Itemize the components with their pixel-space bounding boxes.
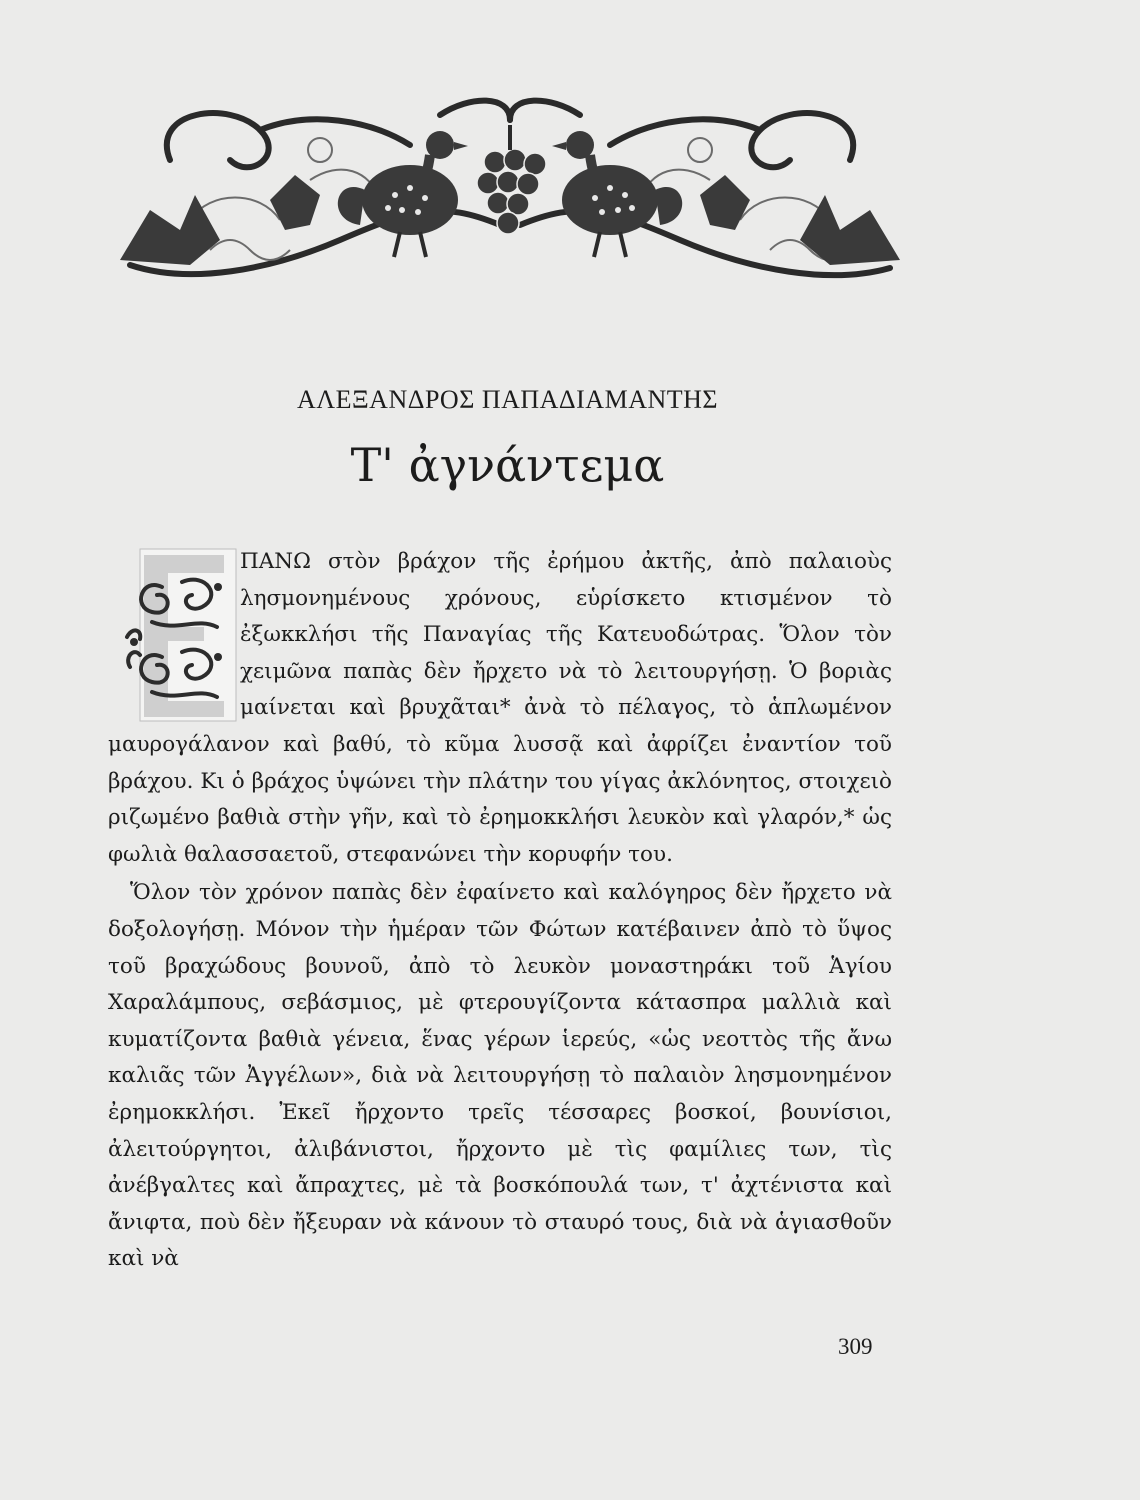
ornamental-headpiece — [110, 90, 910, 285]
story-body — [108, 544, 892, 1278]
paragraph-1 — [108, 544, 892, 873]
page-number: 309 — [838, 1334, 873, 1359]
paragraph-2: Ὅλον τὸν χρόνον παπὰς δὲν ἐφαίνετο καὶ καλόγηρος δὲν ἤρχετο νὰ δοξολογήσῃ. Μόνον τὴν ἡμέραν τῶν Φώτων κατέβαινεν ἀπὸ τὸ ὕψος τοῦ βραχώδους βουνοῦ, ἀπὸ τὸ λευκὸν μοναστηράκι τοῦ Ἁγίου Χαραλάμπους, σεβάσμιος, μὲ φτερουγίζοντα κάτασπρα μαλλιὰ καὶ κυματίζοντα βαθιὰ γένεια, ἕνας γέρων ἱερεύς, «ὡς νεοττὸς τῆς ἄνω καλιᾶς τῶν Ἀγγέλων», διὰ νὰ λειτουργήσῃ τὸ παλαιὸν λησμονημένον ἐρημοκκλήσι. Ἐκεῖ ἤρχοντο τρεῖς τέσσαρες βοσκοί, βουνίσιοι, ἀλειτούργητοι, ἀλιβάνιστοι, ἤρχοντο μὲ τὶς φαμίλιες των, τὶς ἀνέβγαλτες καὶ ἄπραχτες, μὲ τὰ βοσκόπουλά των, τ' ἀχτένιστα καὶ ἄνιφτα, ποὺ δὲν ἤξευραν νὰ κάνουν τὸ σταυρό τους, διὰ νὰ ἁγιασθοῦν καὶ νὰ — [108, 880, 892, 1272]
author-name: ΑΛΕΞΑΝΔΡΟΣ ΠΑΠΑΔΙΑΜΑΝΤΗΣ — [296, 385, 719, 414]
left-bird-icon — [338, 131, 468, 257]
right-bird-icon — [552, 131, 682, 257]
paragraph-1-text: ΠΑΝΩ στὸν βράχον τῆς ἐρήμου ἀκτῆς, ἀπὸ παλαιοὺς λησμονημένους χρόνους, εὑρίσκετο κτισμένον τὸ ἐξωκκλήσι τῆς Παναγίας τῆς Κατευοδώτρας. Ὅλον τὸν χειμῶνα παπὰς δὲν ἤρχετο νὰ τὸ λειτουργήσῃ. Ὁ βοριὰς μαίνεται καὶ βρυχᾶται* ἀνὰ τὸ πέλαγος, τὸ ἁπλωμένον μαυρογάλανον καὶ βαθύ, τὸ κῦμα λυσσᾷ καὶ ἀφρίζει ἐναντίον τοῦ βράχου. Κι ὁ βράχος ὑψώνει τὴν πλάτην του γίγας ἀκλόνητος, στοιχειὸ ριζωμένο βαθιὰ στὴν γῆν, καὶ τὸ ἐρημοκκλήσι λευκὸν καὶ γλαρόν,* ὡς φωλιὰ θαλασσαετοῦ, στεφανώνει τὴν κορυφήν του. — [108, 549, 892, 867]
story-title: Τ' ἀγνάντεμα — [350, 438, 665, 492]
